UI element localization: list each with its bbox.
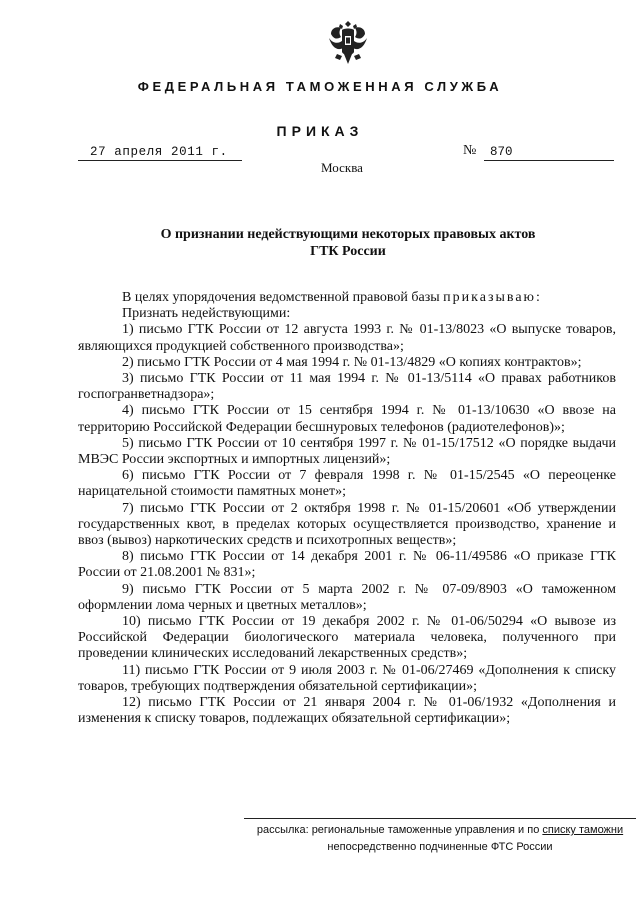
distribution-prefix: рассылка: региональные таможенные управления и по	[256, 824, 543, 836]
intro-paragraph	[78, 290, 616, 306]
list-item: 4) письмо ГТК России от 15 сентября 1994 г. № 01-13/10630 «О ввозе на территорию Российской Федерации бесшнуровых телефонов (радиотелефонов)»;	[78, 403, 616, 435]
recognize-paragraph: Признать недействующими:	[122, 306, 291, 322]
list-item: 12) письмо ГТК России от 21 января 2004 г. № 01-06/1932 «Дополнения и изменения к списку товаров, подлежащих обязательной сертификации»;	[78, 695, 616, 727]
heading-line-1: О признании недействующими некоторых правовых актов	[160, 227, 536, 242]
distribution-line-2: непосредственно подчиненные ФТС России	[327, 841, 553, 853]
footer-divider	[244, 818, 636, 819]
order-title: ПРИКАЗ	[276, 123, 364, 139]
order-number-label: №	[463, 143, 477, 158]
order-date: 27 апреля 2011 г.	[78, 144, 242, 161]
agency-name: ФЕДЕРАЛЬНАЯ ТАМОЖЕННАЯ СЛУЖБА	[137, 79, 503, 94]
distribution-underlined: списку таможни	[542, 824, 624, 836]
list-item: 5) письмо ГТК России от 10 сентября 1997 г. № 01-15/17512 «О порядке выдачи МВЭС России экспортных и импортных лицензий»;	[78, 435, 616, 468]
list-item: 1) письмо ГТК России от 12 августа 1993 г. № 01-13/8023 «О выпуске товаров, являющихся продукцией собственного производства»;	[78, 322, 616, 354]
document-heading	[80, 226, 616, 260]
list-item: 6) письмо ГТК России от 7 февраля 1998 г. № 01-15/2545 «О переоценке нарицательной стоимости памятных монет»;	[78, 468, 616, 500]
list-item: 2) письмо ГТК России от 4 мая 1994 г. № 01-13/4829 «О копиях контрактов»;	[122, 354, 582, 370]
list-item: 3) письмо ГТК России от 11 мая 1994 г. № 01-13/5114 «О правах работников госпогранветнадзора»;	[78, 371, 616, 403]
intro-text: В целях упорядочения ведомственной правовой базы	[122, 290, 444, 305]
list-item: 9) письмо ГТК России от 5 марта 2002 г. № 07-09/8903 «О таможенном оформлении лома черных и цветных металлов»;	[78, 581, 616, 613]
distribution-line-1	[244, 822, 636, 839]
list-item: 8) письмо ГТК России от 14 декабря 2001 г. № 06-11/49586 «О приказе ГТК России от 21.08.2001 № 831»;	[78, 549, 616, 581]
document-body	[78, 290, 616, 727]
coat-of-arms-emblem	[327, 18, 369, 66]
intro-command: приказываю:	[443, 290, 542, 305]
heading-line-2: ГТК России	[310, 244, 386, 259]
list-item: 11) письмо ГТК России от 9 июля 2003 г. № 01-06/27469 «Дополнения к списку товаров, требующих подтверждения обязательной сертификации»;	[78, 662, 616, 694]
order-number: 870	[484, 144, 614, 161]
list-item: 10) письмо ГТК России от 19 декабря 2002 г. № 01-06/50294 «О вывозе из Российской Федерации биологического материала человека, полученного при проведении клинических исследований лекарственных средств»;	[78, 614, 616, 662]
order-city: Москва	[321, 160, 363, 175]
distribution-footer	[244, 822, 636, 856]
list-item: 7) письмо ГТК России от 2 октября 1998 г. № 01-15/20601 «Об утверждении государственных квот, в пределах которых осуществляется производство, хранение и ввоз (вывоз) наркотических средств и психотропных веществ»;	[78, 500, 616, 549]
